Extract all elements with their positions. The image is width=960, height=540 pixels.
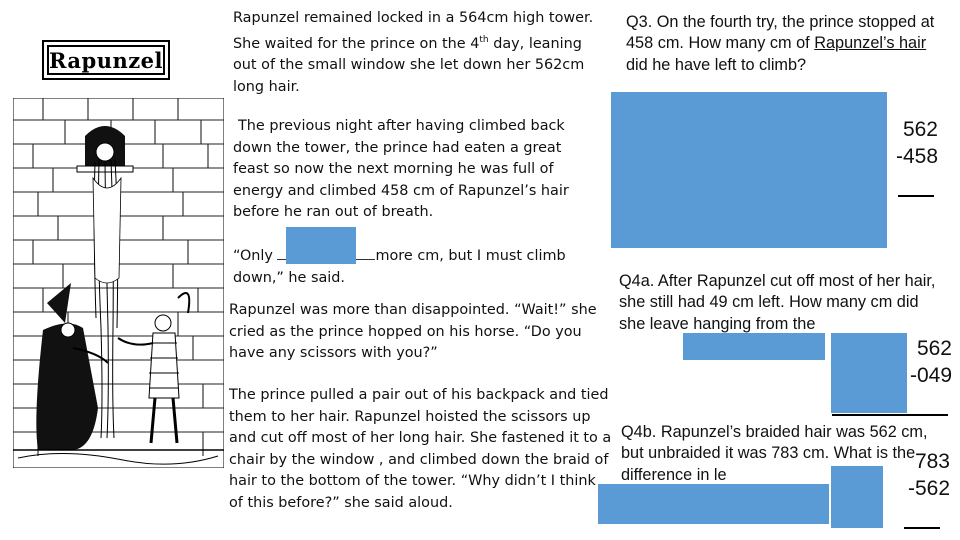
answer-cover-blank[interactable] — [286, 227, 356, 264]
q4b-subtraction — [888, 448, 950, 502]
q4b-subtrahend: -562 — [907, 477, 950, 500]
answer-cover-q4b-text[interactable] — [598, 484, 829, 524]
story-paragraph-5 — [229, 385, 614, 515]
story-p5-text: The prince pulled a pair out of his backpack and tied them to her hair. Rapunzel hoisted the scissors up and cut off most of her long hair. She fastened it to a chair by the window , and climbed down the braid of hair to the bottom of the tower. “Why didn’t I think of this before?” she said aloud. — [229, 387, 612, 511]
story-p1-sup: th — [479, 34, 489, 45]
q3-answer-rule — [898, 195, 934, 197]
story-paragraph-2 — [233, 116, 593, 224]
rapunzel-tower-illustration — [13, 98, 224, 468]
answer-cover-q4b-work[interactable] — [831, 466, 883, 528]
q3-minuend: 562 — [902, 118, 938, 141]
q4a-subtrahend: -049 — [909, 364, 952, 387]
title-plaque — [42, 40, 170, 80]
story-p4-text: Rapunzel was more than disappointed. “Wait!” she cried as the prince hopped on his horse. “Do you have any scissors with you?” — [229, 302, 597, 362]
title-text: Rapunzel — [48, 47, 164, 73]
story-p3-mid: more cm, but I must climb — [375, 248, 566, 264]
q4a-subtraction — [890, 335, 952, 389]
story-p2-text: The previous night after having climbed back down the tower, the prince had eaten a great feast so now the next morning he was full of energy and climbed 458 cm of Rapunzel’s hair before he ran out of breath. — [233, 118, 569, 221]
q3-subtrahend: -458 — [895, 145, 938, 168]
q4a-answer-rule — [832, 414, 948, 416]
q4b-text: Q4b. Rapunzel’s braided hair was 562 cm, but unbraided it was 783 cm. What is the difference in le — [621, 423, 928, 484]
q4b-minuend: 783 — [914, 450, 950, 473]
story-p1-line1: Rapunzel remained locked in a 564cm high tower. — [233, 10, 594, 26]
story-p1-line2: She waited for the prince on the 4 — [233, 35, 480, 52]
story-p3-start: “Only — [233, 248, 278, 264]
q3-subtraction — [880, 116, 938, 170]
question-3 — [626, 12, 946, 92]
story-p3-end: down,” he said. — [233, 269, 346, 286]
q4a-minuend: 562 — [916, 337, 952, 360]
q3-text-b: did he have left to climb? — [626, 55, 807, 74]
q3-text-a: Q3. On the fourth try, the prince stopped at 458 cm. How many cm of — [626, 13, 935, 53]
story-paragraph-1 — [233, 8, 613, 98]
answer-cover-q4a-text[interactable] — [683, 333, 825, 360]
answer-cover-q3[interactable] — [611, 92, 887, 248]
q4b-answer-rule — [904, 527, 940, 529]
story-paragraph-4 — [229, 300, 614, 365]
q4a-text: Q4a. After Rapunzel cut off most of her hair, she still had 49 cm left. How many cm did she leave hanging from the — [619, 272, 936, 333]
story-p1-line4: long hair. — [233, 78, 300, 95]
story-p1-line3: out of the small window she let down her 562cm — [233, 56, 585, 73]
q3-text-underlined: Rapunzel’s hair — [814, 34, 927, 53]
story-p1-line2-end: day, leaning — [488, 35, 582, 52]
question-4a — [619, 271, 949, 335]
